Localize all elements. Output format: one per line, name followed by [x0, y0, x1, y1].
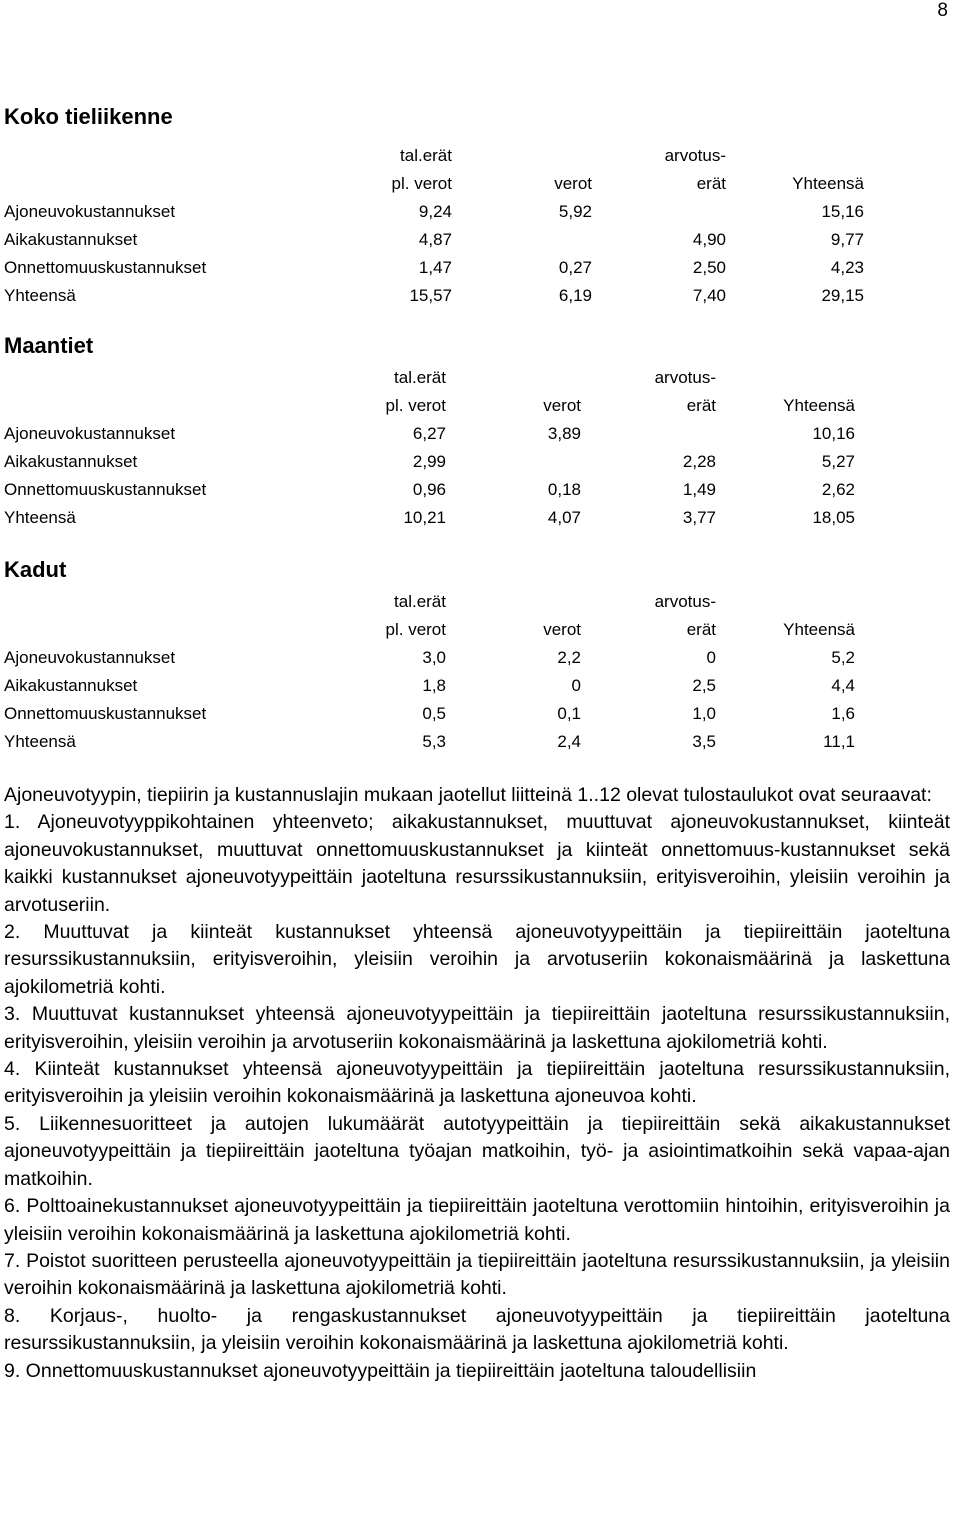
table-header-row [4, 142, 864, 170]
page-number: 8 [937, 0, 948, 21]
section-title: Kadut [4, 557, 67, 582]
table-cell: 1,6 [831, 704, 855, 723]
header-cell: pl. verot [391, 174, 452, 193]
table-row [4, 420, 855, 448]
header-cell: tal.erät [400, 146, 452, 165]
section-title: Maantiet [4, 333, 94, 358]
table-header-row [4, 364, 855, 392]
header-cell [452, 142, 592, 170]
table-cell: 5,3 [422, 732, 446, 751]
list-item: 6. Polttoainekustannukset ajoneuvotyypeittäin ja tiepiireittäin jaoteltuna verottomiin hintoihin, erityisveroihin ja yleisiin veroihin kokonaismäärinä ja laskettuna ajokilometriä kohti. [4, 1195, 950, 1245]
appendix-description [4, 782, 950, 1385]
row-label: Onnettomuuskustannukset [4, 704, 207, 723]
list-item: 7. Poistot suoritteen perusteella ajoneuvotyypeittäin ja tiepiireittäin jaoteltuna resurssikustannuksiin, ja yleisiin veroihin kokonaismäärinä ja laskettuna ajokilometriä kohti. [4, 1249, 950, 1300]
table-cell: 9,77 [830, 230, 864, 249]
header-cell: arvotus- [654, 592, 716, 611]
table-cell: 4,87 [418, 230, 452, 249]
section-title: Koko tieliikenne [4, 104, 173, 129]
table-row [4, 504, 855, 532]
table-cell: 2,28 [682, 452, 716, 471]
table-cell: 0,1 [557, 704, 581, 723]
table-cell: 7,40 [692, 286, 726, 305]
table-cell: 0 [706, 648, 716, 667]
list-item: 3. Muuttuvat kustannukset yhteensä ajoneuvotyypeittäin ja tiepiireittäin jaoteltuna resurssikustannuksiin, erityisveroihin, yleisiin veroihin ja arvotuseriin kokonaismäärinä ja laskettuna ajokilometriä kohti. [4, 1003, 950, 1053]
header-cell: pl. verot [385, 620, 446, 639]
table-row [4, 644, 855, 672]
table-cell: 2,5 [692, 676, 716, 695]
header-cell: verot [554, 174, 592, 193]
table-cell: 5,27 [821, 452, 855, 471]
list-item: 9. Onnettomuuskustannukset ajoneuvotyypeittäin ja tiepiireittäin jaoteltuna taloudellisiin [4, 1359, 757, 1382]
cost-table [4, 364, 855, 532]
list-item: 8. Korjaus-, huolto- ja rengaskustannukset ajoneuvotyypeittäin ja tiepiireittäin jaoteltuna resurssikustannuksiin, ja yleisiin veroihin kokonaismäärinä ja laskettuna ajokilometriä kohti. [4, 1304, 950, 1355]
table-cell: 3,89 [547, 424, 581, 443]
table-cell [592, 198, 726, 226]
table-header-row [4, 588, 855, 616]
table-cell: 2,99 [412, 452, 446, 471]
table-cell: 4,23 [830, 258, 864, 277]
table-cell [446, 448, 581, 476]
header-cell: verot [543, 396, 581, 415]
table-cell: 10,16 [812, 424, 855, 443]
table-cell: 5,92 [558, 202, 592, 221]
header-cell [726, 142, 864, 170]
table-cell: 0 [571, 676, 581, 695]
list-item: 2. Muuttuvat ja kiinteät kustannukset yhteensä ajoneuvotyypeittäin ja tiepiireittäin jaoteltuna resurssikustannuksiin, erityisveroihin, yleisiin veroihin ja arvotuseriin kokonaismäärinä ja laskettuna ajokilometriä kohti. [4, 921, 950, 998]
table-section-maantiet [4, 333, 954, 543]
table-cell: 2,50 [692, 258, 726, 277]
table-row [4, 728, 855, 756]
row-label: Aikakustannukset [4, 676, 138, 695]
table-cell: 3,0 [422, 648, 446, 667]
table-cell [452, 226, 592, 254]
table-row [4, 672, 855, 700]
table-cell: 2,2 [557, 648, 581, 667]
table-cell: 4,4 [831, 676, 855, 695]
table-cell: 9,24 [418, 202, 452, 221]
row-label: Ajoneuvokustannukset [4, 648, 176, 667]
table-row [4, 700, 855, 728]
header-cell [716, 364, 855, 392]
list-item: 1. Ajoneuvotyyppikohtainen yhteenveto; aikakustannukset, muuttuvat ajoneuvokustannukset, kiinteät ajoneuvokustannukset, muuttuvat onnettomuuskustannukset ja kiinteät onnettomuus-kustannukset sekä kaikki kustannukset ajoneuvotyypeittäin jaoteltuna resurssikustannuksiin, erityisveroihin, yleisiin veroihin ja arvotuseriin. [4, 811, 950, 916]
cost-table [4, 142, 864, 310]
table-cell: 2,4 [557, 732, 581, 751]
table-cell: 15,57 [409, 286, 452, 305]
table-row [4, 254, 864, 282]
header-cell: Yhteensä [783, 620, 855, 639]
table-cell: 6,19 [558, 286, 592, 305]
table-cell: 1,47 [418, 258, 452, 277]
header-cell [4, 142, 294, 170]
header-cell [4, 616, 294, 644]
table-row [4, 476, 855, 504]
header-cell [446, 588, 581, 616]
row-label: Onnettomuuskustannukset [4, 258, 207, 277]
table-cell: 6,27 [412, 424, 446, 443]
row-label: Aikakustannukset [4, 230, 138, 249]
table-section-kadut [4, 557, 954, 767]
row-label: Yhteensä [4, 508, 76, 527]
header-cell: Yhteensä [783, 396, 855, 415]
table-row [4, 448, 855, 476]
table-row [4, 198, 864, 226]
table-cell: 11,1 [823, 732, 855, 751]
row-label: Onnettomuuskustannukset [4, 480, 207, 499]
table-header-row [4, 170, 864, 198]
table-cell: 1,8 [422, 676, 446, 695]
header-cell: Yhteensä [792, 174, 864, 193]
header-cell: tal.erät [394, 592, 446, 611]
table-row [4, 282, 864, 310]
intro-paragraph: Ajoneuvotyypin, tiepiirin ja kustannuslajin mukaan jaotellut liitteinä 1..12 olevat tulostaulukot ovat seuraavat: [4, 784, 932, 806]
table-header-row [4, 616, 855, 644]
table-cell: 5,2 [831, 648, 855, 667]
table-cell: 4,07 [547, 508, 581, 527]
header-cell: arvotus- [664, 146, 726, 165]
header-cell [4, 392, 294, 420]
table-cell: 3,77 [682, 508, 716, 527]
cost-table [4, 588, 855, 756]
header-cell [4, 170, 294, 198]
table-cell: 0,96 [412, 480, 446, 499]
header-cell: erät [686, 620, 716, 639]
table-cell: 10,21 [403, 508, 446, 527]
header-cell [716, 588, 855, 616]
table-cell: 1,0 [692, 704, 716, 723]
table-row [4, 226, 864, 254]
table-cell: 3,5 [692, 732, 716, 751]
header-cell: tal.erät [394, 368, 446, 387]
row-label: Ajoneuvokustannukset [4, 424, 176, 443]
table-cell: 1,49 [682, 480, 716, 499]
table-cell: 4,90 [692, 230, 726, 249]
header-cell [4, 588, 294, 616]
row-label: Ajoneuvokustannukset [4, 202, 176, 221]
table-cell: 0,18 [547, 480, 581, 499]
table-cell: 0,27 [558, 258, 592, 277]
table-header-row [4, 392, 855, 420]
header-cell: verot [543, 620, 581, 639]
header-cell: arvotus- [654, 368, 716, 387]
list-item: 5. Liikennesuoritteet ja autojen lukumäärät autotyypeittäin ja tiepiireittäin sekä aikakustannukset ajoneuvotyypeittäin ja tiepiireittäin jaoteltuna työajan matkoihin, työ- ja asiointimatkoihin sekä vapaa-ajan matkoihin. [4, 1112, 950, 1190]
row-label: Yhteensä [4, 732, 76, 751]
header-cell [4, 364, 294, 392]
table-cell [581, 420, 716, 448]
table-section-koko-tieliikenne [4, 104, 954, 314]
header-cell [446, 364, 581, 392]
table-cell: 2,62 [821, 480, 855, 499]
row-label: Aikakustannukset [4, 452, 138, 471]
table-cell: 18,05 [812, 508, 855, 527]
header-cell: pl. verot [385, 396, 446, 415]
table-cell: 15,16 [821, 202, 864, 221]
header-cell: erät [696, 174, 726, 193]
table-cell: 29,15 [821, 286, 864, 305]
table-cell: 0,5 [422, 704, 446, 723]
list-item: 4. Kiinteät kustannukset yhteensä ajoneuvotyypeittäin ja tiepiireittäin jaoteltuna resurssikustannuksiin, erityisveroihin ja yleisiin veroihin kokonaismäärinä ja laskettuna ajoneuvoa kohti. [4, 1058, 950, 1108]
row-label: Yhteensä [4, 286, 76, 305]
header-cell: erät [686, 396, 716, 415]
